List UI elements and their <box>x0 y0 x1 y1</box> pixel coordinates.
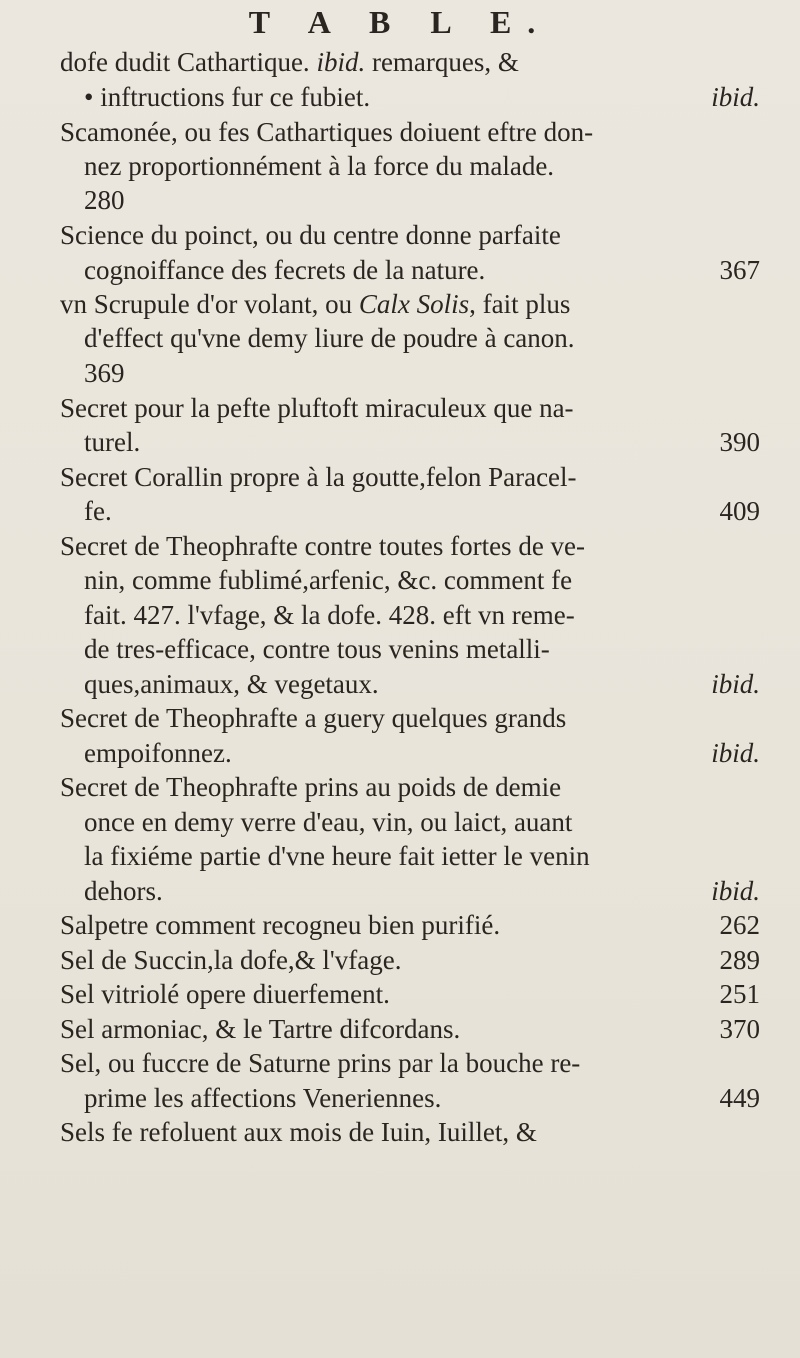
index-line: la fixiéme partie d'vne heure fait ietter le venin <box>84 841 590 871</box>
index-line: 369 <box>84 358 125 388</box>
page-header: T A B L E. <box>248 4 552 40</box>
index-line: Secret de Theophrafte prins au poids de demie <box>60 772 562 802</box>
index-line: Secret de Theophrafte contre toutes fortes de ve- <box>60 531 586 561</box>
index-line: Sel armoniac, & le Tartre difcordans. 370 <box>60 1009 760 1049</box>
index-line: prime les affections Veneriennes. 449 <box>84 1078 760 1118</box>
index-line: cognoiffance des fecrets de la nature. 367 <box>84 250 760 290</box>
index-line: turel. 390 <box>84 422 760 462</box>
index-line: empoifonnez. ibid. <box>84 733 760 773</box>
index-line: fait. 427. l'vfage, & la dofe. 428. eft vn reme- <box>84 600 575 630</box>
index-line: ques,animaux, & vegetaux. ibid. <box>84 664 760 704</box>
index-line: Secret de Theophrafte a guery quelques grands <box>60 703 567 733</box>
index-line: de tres-efficace, contre tous venins metalli- <box>84 634 550 664</box>
index-line: Sel de Succin,la dofe,& l'vfage. 289 <box>60 940 760 980</box>
page-ref: 289 <box>719 945 760 975</box>
page-ref: 370 <box>719 1014 760 1044</box>
index-line: • inftructions fur ce fubiet. ibid. <box>84 77 760 117</box>
index-line: dofe dudit Cathartique. ibid. remarques, & <box>60 47 519 77</box>
index-line: Science du poinct, ou du centre donne parfaite <box>60 220 561 250</box>
index-line: Sel, ou fuccre de Saturne prins par la bouche re- <box>60 1048 581 1078</box>
index-line: Secret pour la pefte pluftoft miraculeux que na- <box>60 393 574 423</box>
page-ref: ibid. <box>711 738 760 768</box>
index-line: once en demy verre d'eau, vin, ou laict, auant <box>84 807 573 837</box>
page-ref: 449 <box>719 1083 760 1113</box>
index-line: Salpetre comment recogneu bien purifié. 262 <box>60 905 760 945</box>
index-line: 280 <box>84 185 125 215</box>
page-ref: ibid. <box>711 669 760 699</box>
index-line: d'effect qu'vne demy liure de poudre à canon. <box>84 323 575 353</box>
page-ref: 390 <box>719 427 760 457</box>
page-ref: ibid. <box>711 82 760 112</box>
index-line: fe. 409 <box>84 491 760 531</box>
page-ref: 262 <box>719 910 760 940</box>
index-line: Secret Corallin propre à la goutte,felon Paracel- <box>60 462 577 492</box>
page-ref: 251 <box>719 979 760 1009</box>
index-line: nez proportionnément à la force du malade. <box>84 151 555 181</box>
page-ref: 409 <box>719 496 760 526</box>
index-line: Sel vitriolé opere diuerfement. 251 <box>60 974 760 1014</box>
index-line: Sels fe refoluent aux mois de Iuin, Iuillet, & <box>60 1117 537 1147</box>
page-ref: ibid. <box>711 876 760 906</box>
index-line: Scamonée, ou fes Cathartiques doiuent eftre don- <box>60 117 594 147</box>
index-line: nin, comme fublimé,arfenic, &c. comment fe <box>84 565 573 595</box>
index-line: vn Scrupule d'or volant, ou Calx Solis, fait plus <box>60 289 571 319</box>
index-line: dehors. ibid. <box>84 871 760 911</box>
page-ref: 367 <box>719 255 760 285</box>
